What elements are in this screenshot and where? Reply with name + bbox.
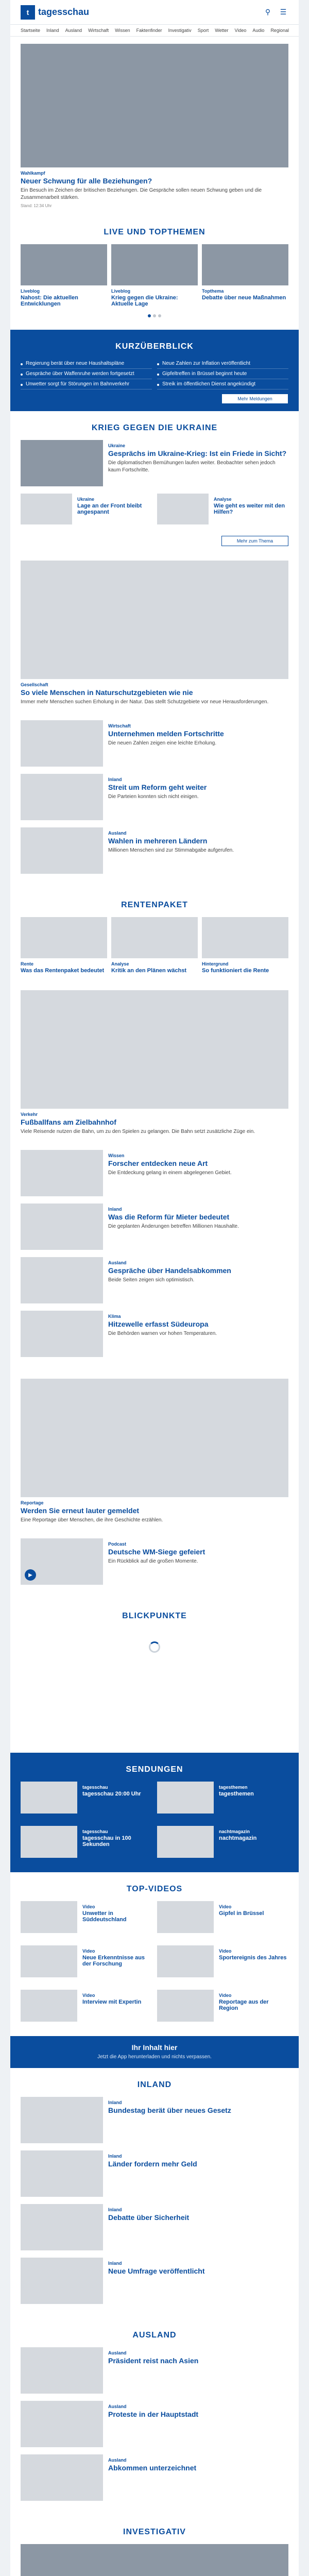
- feature2-kicker: Reportage: [21, 1500, 44, 1505]
- ukraine-main-kicker: Ukraine: [108, 443, 126, 448]
- inland-kicker: Inland: [108, 2100, 122, 2105]
- app-banner[interactable]: [10, 2036, 299, 2068]
- video-kicker: Video: [219, 1948, 232, 1954]
- live-card-headline[interactable]: Krieg gegen die Ukraine: Aktuelle Lage: [111, 295, 178, 307]
- nav-item[interactable]: Inland: [46, 28, 59, 33]
- news-image[interactable]: [21, 774, 103, 820]
- ukraine-item-headline[interactable]: Wie geht es weiter mit den Hilfen?: [214, 503, 285, 515]
- ausland-item[interactable]: [21, 2401, 288, 2447]
- video-card[interactable]: [157, 1901, 288, 1933]
- ukraine-section: [10, 411, 299, 553]
- video-card[interactable]: [21, 1945, 152, 1977]
- inland-kicker: Inland: [108, 2154, 122, 2159]
- nav-item[interactable]: Ausland: [65, 28, 82, 33]
- inland-image[interactable]: [21, 2258, 103, 2304]
- video-headline[interactable]: Neue Erkenntnisse aus der Forschung: [82, 1955, 145, 1967]
- news-headline[interactable]: Forscher entdecken neue Art: [108, 1159, 208, 1167]
- video-headline[interactable]: Gipfel in Brüssel: [219, 1910, 264, 1917]
- video-headline[interactable]: Unwetter in Süddeutschland: [82, 1910, 127, 1923]
- nav-item[interactable]: Wetter: [215, 28, 229, 33]
- inland-headline[interactable]: Bundestag berät über neues Gesetz: [108, 2106, 231, 2114]
- top-videos-title: TOP-VIDEOS: [126, 1885, 183, 1893]
- feature2-story[interactable]: [10, 1371, 299, 1531]
- news-item[interactable]: [21, 1311, 288, 1357]
- video-card[interactable]: [157, 1990, 288, 2022]
- rente-card-kicker: Rente: [21, 961, 34, 967]
- logo[interactable]: [21, 5, 89, 20]
- sendung-image[interactable]: [157, 1782, 214, 1814]
- live-card[interactable]: [21, 244, 107, 309]
- briefing-item[interactable]: Neue Zahlen zur Inflation veröffentlicht: [157, 359, 288, 369]
- live-card-image[interactable]: [202, 244, 288, 285]
- sendung-kicker: tagesthemen: [219, 1785, 248, 1790]
- live-card-image[interactable]: [21, 244, 107, 285]
- news-teaser: Die neuen Zahlen zeigen eine leichte Erholung.: [108, 740, 217, 746]
- video-image[interactable]: [21, 1901, 77, 1933]
- banner-headline[interactable]: Ihr Inhalt hier: [131, 2043, 178, 2052]
- content-wrapper: [10, 0, 299, 2576]
- inland-item[interactable]: [21, 2097, 288, 2143]
- news-kicker: Wirtschaft: [108, 723, 131, 728]
- sendung-card[interactable]: [21, 1826, 152, 1858]
- news-headline[interactable]: Gespräche über Handelsabkommen: [108, 1266, 231, 1275]
- news-item[interactable]: [21, 1204, 288, 1250]
- play-icon[interactable]: ▶: [25, 1569, 36, 1581]
- top-videos-section: [10, 1872, 299, 2036]
- ukraine-item-image[interactable]: [21, 494, 72, 524]
- logo-text: tagesschau: [38, 7, 90, 17]
- video-card[interactable]: [21, 1990, 152, 2022]
- news-kicker: Ausland: [108, 1260, 127, 1265]
- ausland-headline[interactable]: Präsident reist nach Asien: [108, 2357, 199, 2365]
- news-teaser: Millionen Menschen sind zur Stimmabgabe aufgerufen.: [108, 848, 234, 853]
- sendung-image[interactable]: [157, 1826, 214, 1858]
- ukraine-item-kicker: Analyse: [214, 497, 232, 502]
- briefing-item[interactable]: Gipfeltreffen in Brüssel beginnt heute: [157, 369, 288, 379]
- top-story-meta: Stand: 12:34 Uhr: [21, 204, 52, 208]
- ausland-headline[interactable]: Abkommen unterzeichnet: [108, 2464, 197, 2472]
- news-kicker: Klima: [108, 1314, 121, 1319]
- sendung-headline[interactable]: tagesthemen: [219, 1791, 254, 1797]
- briefing-title: KURZÜBERBLICK: [115, 342, 194, 351]
- news-image[interactable]: [21, 1311, 103, 1357]
- news-kicker: Inland: [108, 1207, 122, 1212]
- main-nav: [10, 25, 299, 37]
- ausland-kicker: Ausland: [108, 2350, 127, 2355]
- sendung-card[interactable]: [21, 1782, 152, 1814]
- rente-card[interactable]: [202, 917, 288, 976]
- news-item[interactable]: [21, 1257, 288, 1303]
- nav-item[interactable]: Regional: [270, 28, 289, 33]
- ukraine-main-image[interactable]: [21, 440, 103, 486]
- news-teaser: Beide Seiten zeigen sich optimistisch.: [108, 1277, 195, 1283]
- news-teaser: Die Behörden warnen vor hohen Temperaturen.: [108, 1331, 217, 1336]
- ausland-headline[interactable]: Proteste in der Hauptstadt: [108, 2410, 199, 2418]
- video-image[interactable]: [21, 1990, 77, 2022]
- mid-story-kicker: Verkehr: [21, 1112, 38, 1117]
- briefing-section: [10, 330, 299, 411]
- ausland-section: [10, 2318, 299, 2515]
- feature-image[interactable]: [21, 561, 288, 679]
- live-card[interactable]: [202, 244, 288, 309]
- nav-item[interactable]: Video: [234, 28, 247, 33]
- sendungen-section: [10, 1753, 299, 1872]
- ausland-image[interactable]: [21, 2347, 103, 2394]
- feature2-headline[interactable]: Werden Sie erneut lauter gemeldet: [21, 1506, 140, 1515]
- news-teaser: Die Entdeckung gelang in einem abgelegenen Gebiet.: [108, 1170, 232, 1176]
- news-item[interactable]: [21, 720, 288, 767]
- top-story[interactable]: [10, 37, 299, 215]
- video-card[interactable]: [157, 1945, 288, 1977]
- video-kicker: Video: [219, 1904, 232, 1909]
- inland-item[interactable]: [21, 2258, 288, 2304]
- ukraine-main-headline[interactable]: Gesprächs im Ukraine-Krieg: Ist ein Friede in Sicht?: [108, 449, 287, 457]
- news-image[interactable]: [21, 1150, 103, 1196]
- ukraine-main[interactable]: [21, 440, 288, 486]
- briefing-item[interactable]: Regierung berät über neue Haushaltspläne: [21, 359, 152, 369]
- nav-item[interactable]: Investigativ: [168, 28, 192, 33]
- news-kicker: Inland: [108, 777, 122, 782]
- video-headline[interactable]: Interview mit Expertin: [82, 1999, 142, 2005]
- mid-story-teaser: Viele Reisende nutzen die Bahn, um zu den Spielen zu gelangen. Die Bahn setzt zusätzliche Züge ein.: [21, 1129, 255, 1134]
- sendungen-title: SENDUNGEN: [126, 1765, 183, 1774]
- news-headline[interactable]: Wahlen in mehreren Ländern: [108, 837, 208, 845]
- news-list: [10, 713, 299, 888]
- ukraine-item-headline[interactable]: Lage an der Front bleibt angespannt: [77, 503, 142, 515]
- ukraine-item[interactable]: [157, 494, 288, 524]
- nav-item[interactable]: Faktenfinder: [136, 28, 162, 33]
- video-headline[interactable]: Sportereignis des Jahres: [219, 1955, 287, 1961]
- video-image[interactable]: [157, 1945, 214, 1977]
- header: [10, 0, 299, 25]
- briefing-item[interactable]: Streik im öffentlichen Dienst angekündigt: [157, 379, 288, 389]
- video-kicker: Video: [219, 1993, 232, 1998]
- live-card-kicker: Liveblog: [111, 289, 131, 294]
- news-image[interactable]: [21, 720, 103, 767]
- inland-headline[interactable]: Debatte über Sicherheit: [108, 2213, 190, 2222]
- feature-teaser: Immer mehr Menschen suchen Erholung in der Natur. Das stellt Schutzgebiete vor neue Herausforderungen.: [21, 699, 269, 705]
- investigativ-image[interactable]: [21, 2544, 288, 2576]
- video-image[interactable]: [157, 1990, 214, 2022]
- podcast-kicker: Podcast: [108, 1541, 127, 1547]
- ausland-item[interactable]: [21, 2347, 288, 2394]
- ausland-kicker: Ausland: [108, 2404, 127, 2409]
- rente-card-image[interactable]: [21, 917, 107, 958]
- news-kicker: Wissen: [108, 1153, 125, 1158]
- inland-image[interactable]: [21, 2204, 103, 2250]
- inland-item[interactable]: [21, 2204, 288, 2250]
- ausland-item[interactable]: [21, 2454, 288, 2501]
- live-card-headline[interactable]: Debatte über neue Maßnahmen: [202, 295, 286, 301]
- sendung-card[interactable]: [157, 1826, 288, 1858]
- live-card-headline[interactable]: Nahost: Die aktuellen Entwicklungen: [21, 295, 78, 307]
- sendung-kicker: tagesschau: [82, 1785, 108, 1790]
- top-story-kicker: Wahlkampf: [21, 171, 45, 176]
- rente-card-kicker: Analyse: [111, 961, 129, 967]
- inland-section: [10, 2068, 299, 2318]
- nav-item[interactable]: Sport: [197, 28, 209, 33]
- loading-spinner: [149, 1641, 160, 1653]
- nav-item[interactable]: Startseite: [21, 28, 41, 33]
- search-icon[interactable]: ⚲: [265, 8, 271, 16]
- rente-title: RENTENPAKET: [121, 901, 188, 909]
- sendung-image[interactable]: [21, 1826, 77, 1858]
- sendung-headline[interactable]: nachtmagazin: [219, 1835, 257, 1841]
- live-card[interactable]: [111, 244, 198, 309]
- ukraine-more-button[interactable]: Mehr zum Thema: [221, 536, 288, 546]
- rente-card-kicker: Hintergrund: [202, 961, 229, 967]
- ukraine-item-kicker: Ukraine: [77, 497, 95, 502]
- news-headline[interactable]: Was die Reform für Mieter bedeutet: [108, 1213, 230, 1221]
- feature2-image[interactable]: [21, 1379, 288, 1497]
- news-headline[interactable]: Unternehmen melden Fortschritte: [108, 730, 224, 738]
- briefing-more-button[interactable]: Mehr Meldungen: [221, 394, 288, 404]
- inland-image[interactable]: [21, 2097, 103, 2143]
- rente-card-headline[interactable]: Kritik an den Plänen wächst: [111, 968, 187, 974]
- sendung-headline[interactable]: tagesschau in 100 Sekunden: [82, 1835, 131, 1848]
- header-actions: [263, 7, 288, 18]
- podcast-headline[interactable]: Deutsche WM-Siege gefeiert: [108, 1548, 205, 1556]
- inland-headline[interactable]: Neue Umfrage veröffentlicht: [108, 2267, 205, 2275]
- rente-card[interactable]: [21, 917, 107, 976]
- video-card[interactable]: [21, 1901, 152, 1933]
- rente-card-headline[interactable]: So funktioniert die Rente: [202, 968, 269, 974]
- news-item[interactable]: [21, 827, 288, 874]
- inland-headline[interactable]: Länder fordern mehr Geld: [108, 2160, 197, 2168]
- live-card-image[interactable]: [111, 244, 198, 285]
- video-kicker: Video: [82, 1904, 95, 1909]
- video-image[interactable]: [21, 1945, 77, 1977]
- sendung-kicker: nachtmagazin: [219, 1829, 250, 1834]
- ukraine-item-image[interactable]: [157, 494, 209, 524]
- top-story-headline[interactable]: Neuer Schwung für alle Beziehungen?: [21, 177, 152, 185]
- podcast-item[interactable]: [10, 1531, 299, 1599]
- nav-item[interactable]: Wirtschaft: [88, 28, 109, 33]
- news-teaser: Die geplanten Änderungen betreffen Millionen Haushalte.: [108, 1224, 239, 1229]
- video-kicker: Video: [82, 1948, 95, 1954]
- blickpunkte-section: [10, 1599, 299, 1753]
- rente-card-image[interactable]: [111, 917, 198, 958]
- banner-teaser: Jetzt die App herunterladen und nichts verpassen.: [97, 2054, 212, 2060]
- ausland-title: AUSLAND: [132, 2331, 177, 2340]
- ukraine-main-teaser: Die diplomatischen Bemühungen laufen weiter. Beobachter sehen jedoch kaum Fortschritte.: [108, 460, 276, 473]
- video-image[interactable]: [157, 1901, 214, 1933]
- sendung-headline[interactable]: tagesschau 20:00 Uhr: [82, 1791, 141, 1797]
- news-kicker: Ausland: [108, 831, 127, 836]
- inland-item[interactable]: [21, 2150, 288, 2197]
- briefing-item[interactable]: Gespräche über Waffenruhe werden fortgesetzt: [21, 369, 152, 379]
- blickpunkte-title: BLICKPUNKTE: [122, 1612, 187, 1620]
- top-story-image[interactable]: [21, 44, 288, 167]
- live-card-kicker: Topthema: [202, 289, 224, 294]
- nav-item[interactable]: Audio: [252, 28, 265, 33]
- ukraine-item[interactable]: [21, 494, 152, 524]
- inland-kicker: Inland: [108, 2261, 122, 2266]
- news-headline[interactable]: Hitzewelle erfasst Südeuropa: [108, 1320, 209, 1328]
- feature2-teaser: Eine Reportage über Menschen, die ihre Geschichte erzählen.: [21, 1517, 163, 1523]
- ausland-image[interactable]: [21, 2454, 103, 2501]
- news-image[interactable]: [21, 1257, 103, 1303]
- feature-story[interactable]: [10, 553, 299, 713]
- top-story-teaser: Ein Besuch im Zeichen der britischen Beziehungen. Die Gespräche sollen neuen Schwung geben und die Zusammenarbeit stärken.: [21, 188, 262, 200]
- podcast-teaser: Ein Rückblick auf die großen Momente.: [108, 1558, 198, 1564]
- mid-story-image[interactable]: [21, 990, 288, 1109]
- live-pager[interactable]: [21, 314, 288, 317]
- live-card-kicker: Liveblog: [21, 289, 40, 294]
- more-news-list: [10, 1143, 299, 1371]
- mid-story-headline[interactable]: Fußballfans am Zielbahnhof: [21, 1118, 116, 1126]
- rente-card[interactable]: [111, 917, 198, 976]
- ausland-image[interactable]: [21, 2401, 103, 2447]
- news-item[interactable]: [21, 1150, 288, 1196]
- live-title: LIVE UND TOPTHEMEN: [104, 228, 205, 236]
- video-kicker: Video: [82, 1993, 95, 1998]
- news-teaser: Die Parteien konnten sich nicht einigen.: [108, 794, 199, 800]
- video-headline[interactable]: Reportage aus der Region: [219, 1999, 269, 2011]
- investigativ-section: [10, 2515, 299, 2576]
- rente-section: [10, 888, 299, 983]
- sendung-card[interactable]: [157, 1782, 288, 1814]
- news-image[interactable]: [21, 1204, 103, 1250]
- nav-item[interactable]: Wissen: [115, 28, 130, 33]
- news-headline[interactable]: Streit um Reform geht weiter: [108, 783, 207, 791]
- ukraine-title: KRIEG GEGEN DIE UKRAINE: [91, 423, 218, 432]
- mid-story[interactable]: [10, 983, 299, 1143]
- sendung-image[interactable]: [21, 1782, 77, 1814]
- live-section: [10, 215, 299, 330]
- news-image[interactable]: [21, 827, 103, 874]
- rente-card-image[interactable]: [202, 917, 288, 958]
- news-item[interactable]: [21, 774, 288, 820]
- menu-icon[interactable]: ☰: [280, 8, 287, 16]
- logo-mark: t: [21, 5, 35, 20]
- briefing-item[interactable]: Unwetter sorgt für Störungen im Bahnverkehr: [21, 379, 152, 389]
- inland-image[interactable]: [21, 2150, 103, 2197]
- inland-title: INLAND: [137, 2080, 172, 2089]
- rente-card-headline[interactable]: Was das Rentenpaket bedeutet: [21, 968, 105, 974]
- ausland-kicker: Ausland: [108, 2458, 127, 2463]
- investigativ-title: INVESTIGATIV: [123, 2528, 186, 2536]
- feature-kicker: Gesellschaft: [21, 682, 48, 687]
- inland-kicker: Inland: [108, 2207, 122, 2212]
- sendung-kicker: tagesschau: [82, 1829, 108, 1834]
- podcast-image[interactable]: [21, 1538, 103, 1585]
- feature-headline[interactable]: So viele Menschen in Naturschutzgebieten wie nie: [21, 688, 193, 697]
